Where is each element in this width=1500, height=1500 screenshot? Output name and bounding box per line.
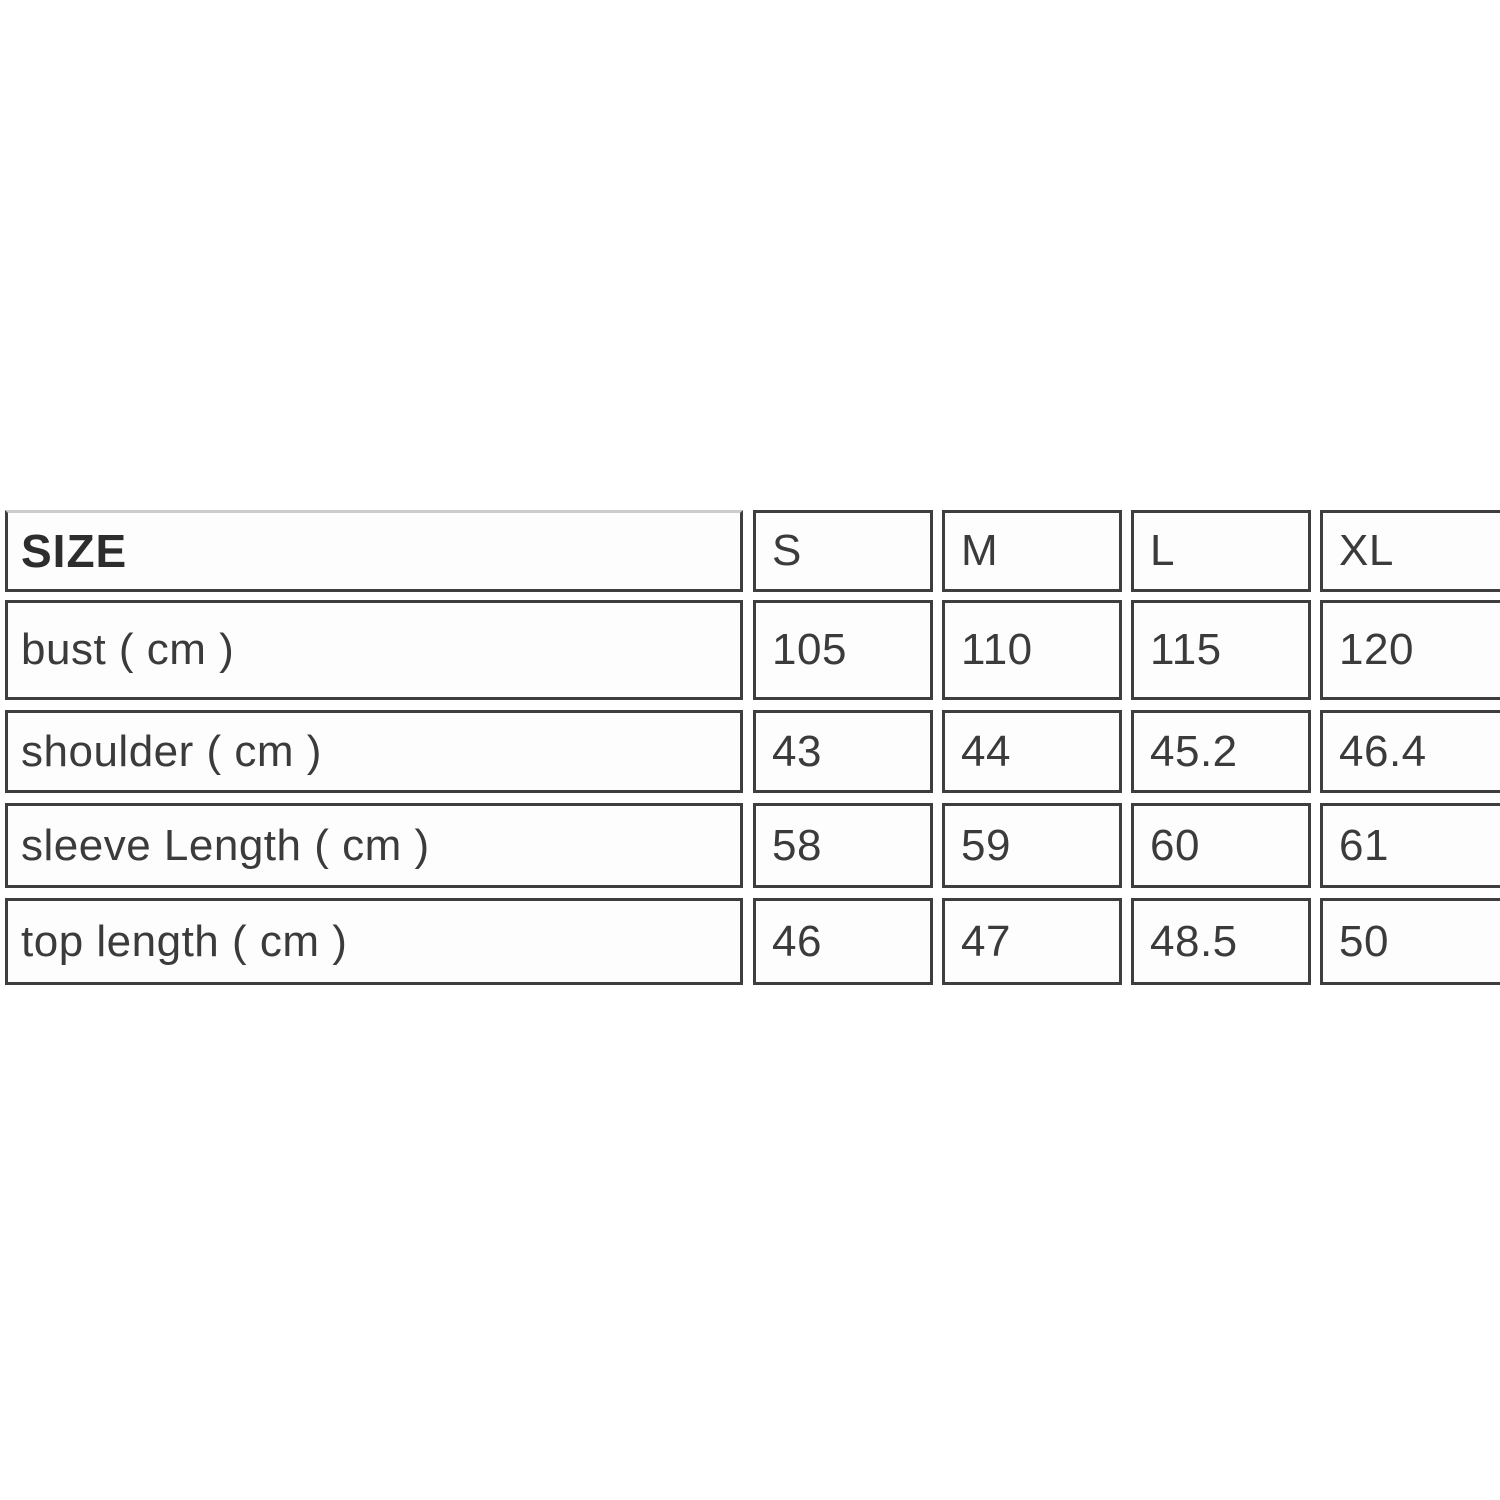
header-cell-l: L bbox=[1131, 510, 1311, 592]
shoulder-value-xl: 46.4 bbox=[1320, 710, 1500, 793]
top-length-value-s: 46 bbox=[753, 898, 933, 985]
bust-value-l: 115 bbox=[1131, 600, 1311, 700]
size-chart-table bbox=[5, 510, 1500, 995]
table-header-row bbox=[5, 510, 1500, 592]
sleeve-length-value-l: 60 bbox=[1131, 803, 1311, 888]
header-cell-size: SIZE bbox=[5, 510, 743, 592]
shoulder-value-m: 44 bbox=[942, 710, 1122, 793]
table-row-top-length bbox=[5, 898, 1500, 985]
bust-value-m: 110 bbox=[942, 600, 1122, 700]
header-cell-s: S bbox=[753, 510, 933, 592]
table-row-bust bbox=[5, 600, 1500, 700]
sleeve-length-value-xl: 61 bbox=[1320, 803, 1500, 888]
row-label-shoulder: shoulder ( cm ) bbox=[5, 710, 743, 793]
shoulder-value-s: 43 bbox=[753, 710, 933, 793]
sleeve-length-value-m: 59 bbox=[942, 803, 1122, 888]
shoulder-value-l: 45.2 bbox=[1131, 710, 1311, 793]
table-row-sleeve-length bbox=[5, 803, 1500, 888]
table-row-shoulder bbox=[5, 710, 1500, 793]
row-label-top-length: top length ( cm ) bbox=[5, 898, 743, 985]
sleeve-length-value-s: 58 bbox=[753, 803, 933, 888]
top-length-value-m: 47 bbox=[942, 898, 1122, 985]
bust-value-xl: 120 bbox=[1320, 600, 1500, 700]
top-length-value-l: 48.5 bbox=[1131, 898, 1311, 985]
header-cell-xl: XL bbox=[1320, 510, 1500, 592]
header-cell-m: M bbox=[942, 510, 1122, 592]
top-length-value-xl: 50 bbox=[1320, 898, 1500, 985]
row-label-bust: bust ( cm ) bbox=[5, 600, 743, 700]
bust-value-s: 105 bbox=[753, 600, 933, 700]
row-label-sleeve-length: sleeve Length ( cm ) bbox=[5, 803, 743, 888]
